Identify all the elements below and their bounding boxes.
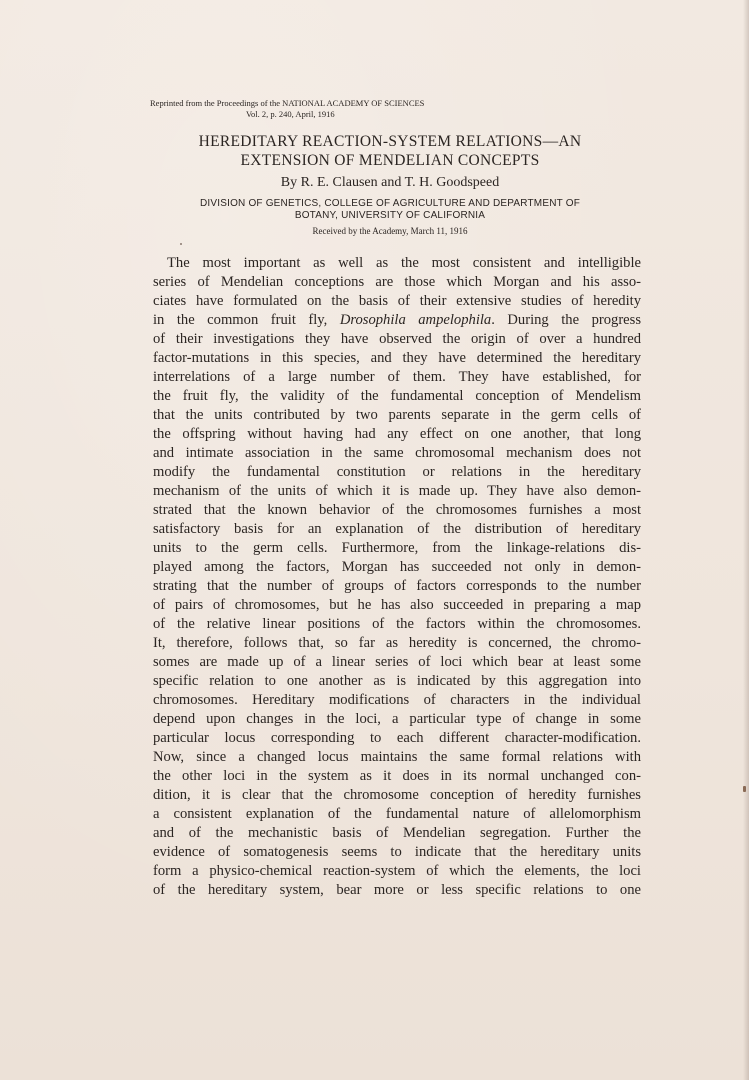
body-line: interrelations of a large number of them. They have established, for bbox=[153, 369, 641, 385]
body-line: modify the fundamental constitution or relations in the hereditary bbox=[153, 464, 641, 480]
body-line: the offspring without having had any effect on one another, that long bbox=[153, 426, 641, 442]
body-line: units to the germ cells. Furthermore, from the linkage-relations dis- bbox=[153, 540, 641, 556]
body-line: mechanism of the units of which it is made up. They have also demon- bbox=[153, 483, 641, 499]
body-line: series of Mendelian conceptions are those which Morgan and his asso- bbox=[153, 274, 641, 290]
paper-title bbox=[140, 132, 640, 170]
body-line-lead: in the common fruit fly, bbox=[153, 312, 340, 328]
body-line: the other loci in the system as it does in its normal unchanged con- bbox=[153, 768, 641, 784]
body-line: depend upon changes in the loci, a particular type of change in some bbox=[153, 711, 641, 727]
title-line-1: HEREDITARY REACTION-SYSTEM RELATIONS—AN bbox=[198, 133, 582, 150]
edge-stain bbox=[743, 786, 746, 792]
body-line: strated that the known behavior of the chromosomes furnishes a most bbox=[153, 502, 641, 518]
body-line-tail: . During the progress bbox=[491, 312, 641, 328]
body-line: somes are made up of a linear series of loci which bear at least some bbox=[153, 654, 641, 670]
reprint-notice bbox=[150, 98, 470, 120]
body-line: of pairs of chromosomes, but he has also succeeded in preparing a map bbox=[153, 597, 641, 613]
reprint-line-1: Reprinted from the Proceedings of the NATIONAL ACADEMY OF SCIENCES bbox=[150, 98, 425, 108]
body-line: factor-mutations in this species, and they have determined the hereditary bbox=[153, 350, 641, 366]
body-line: and intimate association in the same chromosomal mechanism does not bbox=[153, 445, 641, 461]
body-line: a consistent explanation of the fundamental nature of allelomorphism bbox=[153, 806, 641, 822]
body-line: and of the mechanistic basis of Mendelian segregation. Further the bbox=[153, 825, 641, 841]
title-line-2: EXTENSION OF MENDELIAN CONCEPTS bbox=[240, 152, 540, 169]
page-edge-shadow bbox=[743, 0, 749, 1080]
species-name: Drosophila ampelophila bbox=[339, 312, 492, 328]
body-line: evidence of somatogenesis seems to indicate that the hereditary units bbox=[153, 844, 641, 860]
body-text bbox=[153, 254, 641, 900]
body-line: satisfactory basis for an explanation of the distribution of hereditary bbox=[153, 521, 641, 537]
body-line: dition, it is clear that the chromosome conception of heredity furnishes bbox=[153, 787, 641, 803]
body-line: of their investigations they have observed the origin of over a hundred bbox=[153, 331, 641, 347]
body-line: strating that the number of groups of factors corresponds to the number bbox=[153, 578, 641, 594]
body-line: that the units contributed by two parents separate in the germ cells of bbox=[153, 407, 641, 423]
body-line bbox=[153, 311, 641, 330]
author-line: By R. E. Clausen and T. H. Goodspeed bbox=[280, 175, 500, 190]
body-line: of the hereditary system, bear more or less specific relations to one bbox=[153, 882, 641, 898]
body-line: particular locus corresponding to each different character-modification. bbox=[153, 730, 641, 746]
reprint-line-2: Vol. 2, p. 240, April, 1916 bbox=[246, 109, 335, 119]
body-line: It, therefore, follows that, so far as heredity is concerned, the chromo- bbox=[153, 635, 641, 651]
body-line: the fruit fly, the validity of the fundamental conception of Mendelism bbox=[153, 388, 641, 404]
affiliation bbox=[140, 198, 640, 222]
body-line: chromosomes. Hereditary modifications of characters in the individual bbox=[153, 692, 641, 708]
affiliation-line-1: DIVISION OF GENETICS, COLLEGE OF AGRICULTURE AND DEPARTMENT OF bbox=[199, 198, 581, 209]
received-date: Received by the Academy, March 11, 1916 bbox=[312, 226, 468, 236]
stray-mark bbox=[180, 243, 182, 245]
body-line: ciates have formulated on the basis of their extensive studies of heredity bbox=[153, 293, 641, 309]
body-line: played among the factors, Morgan has succeeded not only in demon- bbox=[153, 559, 641, 575]
body-line: of the relative linear positions of the factors within the chromosomes. bbox=[153, 616, 641, 632]
body-line: Now, since a changed locus maintains the same formal relations with bbox=[153, 749, 641, 765]
body-line: form a physico-chemical reaction-system of which the elements, the loci bbox=[153, 863, 641, 879]
body-line: specific relation to one another as is indicated by this aggregation into bbox=[153, 673, 641, 689]
body-line: The most important as well as the most consistent and intelligible bbox=[167, 255, 641, 271]
affiliation-line-2: BOTANY, UNIVERSITY OF CALIFORNIA bbox=[294, 210, 486, 221]
